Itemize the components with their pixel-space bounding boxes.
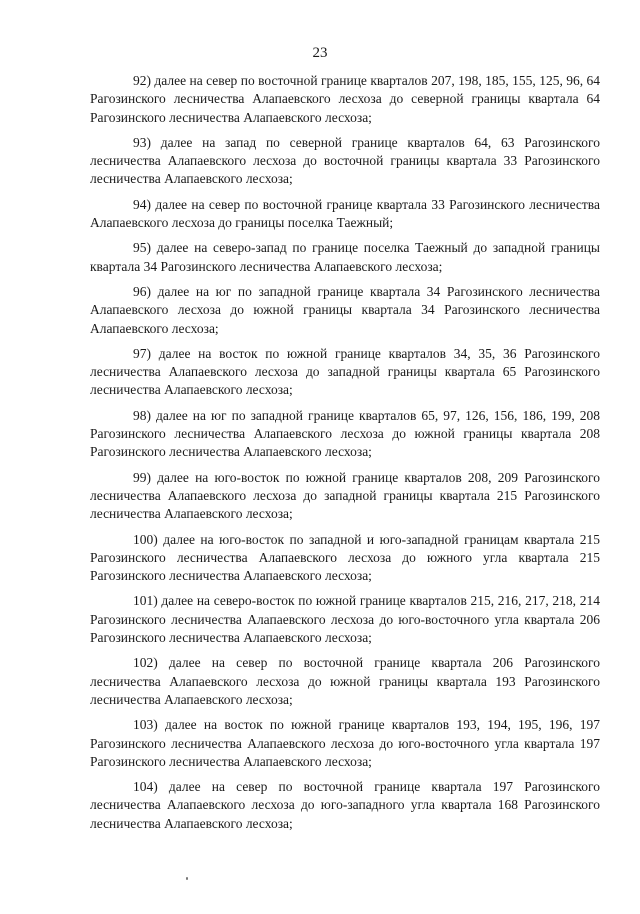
page-number: 23 [312,45,328,61]
paragraph-95: 95) далее на северо-запад по границе поселка Таежный до западной границы квартала 34 Рагозинского лесничества Алапаевского лесхоза; [90,240,600,274]
paragraph-98: 98) далее на юг по западной границе кварталов 65, 97, 126, 156, 186, 199, 208 Рагозинского лесничества Алапаевского лесхоза до южной границы квартала 208 Рагозинского лесничества Алапаевского лесхоза; [90,407,600,460]
paragraph-100: 100) далее на юго-восток по западной и юго-западной границам квартала 215 Рагозинского лесничества Алапаевского лесхоза до южного угла квартала 215 Рагозинского лесничества Алапаевского лесхоза; [90,531,600,584]
paragraph-96: 96) далее на юг по западной границе квартала 34 Рагозинского лесничества Алапаевского лесхоза до южной границы квартала 34 Рагозинского лесничества Алапаевского лесхоза; [90,283,600,336]
paragraph-104: 104) далее на север по восточной границе квартала 197 Рагозинского лесничества Алапаевского лесхоза до юго-западного угла квартала 168 Рагозинского лесничества Алапаевского лесхоза; [90,779,600,831]
paragraph-92: 92) далее на север по восточной границе кварталов 207, 198, 185, 155, 125, 96, 64 Рагозинского лесничества Алапаевского лесхоза до северной границы квартала 64 Рагозинского лесничества Алапаевского лесхоза; [90,73,600,125]
paragraph-97: 97) далее на восток по южной границе кварталов 34, 35, 36 Рагозинского лесничества Алапаевского лесхоза до западной границы квартала 65 Рагозинского лесничества Алапаевского лесхоза; [90,345,600,398]
document-body [90,72,600,840]
paragraph-99: 99) далее на юго-восток по южной границе кварталов 208, 209 Рагозинского лесничества Алапаевского лесхоза до западной границы квартала 215 Рагозинского лесничества Алапаевского лесхоза; [90,469,600,522]
paragraph-94: 94) далее на север по восточной границе квартала 33 Рагозинского лесничества Алапаевского лесхоза до границы поселка Таежный; [90,196,600,231]
paragraph-93: 93) далее на запад по северной границе кварталов 64, 63 Рагозинского лесничества Алапаевского лесхоза до восточной границы квартала 33 Рагозинского лесничества Алапаевского лесхоза; [90,134,600,187]
paragraph-101: 101) далее на северо-восток по южной границе кварталов 215, 216, 217, 218, 214 Рагозинского лесничества Алапаевского лесхоза до юго-восточного угла квартала 206 Рагозинского лесничества Алапаевского лесхоза; [90,593,600,646]
scan-speck [186,877,188,880]
paragraph-102: 102) далее на север по восточной границе квартала 206 Рагозинского лесничества Алапаевского лесхоза до южной границы квартала 193 Рагозинского лесничества Алапаевского лесхоза; [90,655,600,707]
paragraph-103: 103) далее на восток по южной границе кварталов 193, 194, 195, 196, 197 Рагозинского лесничества Алапаевского лесхоза до юго-восточного угла квартала 197 Рагозинского лесничества Алапаевского лесхоза; [90,717,600,769]
